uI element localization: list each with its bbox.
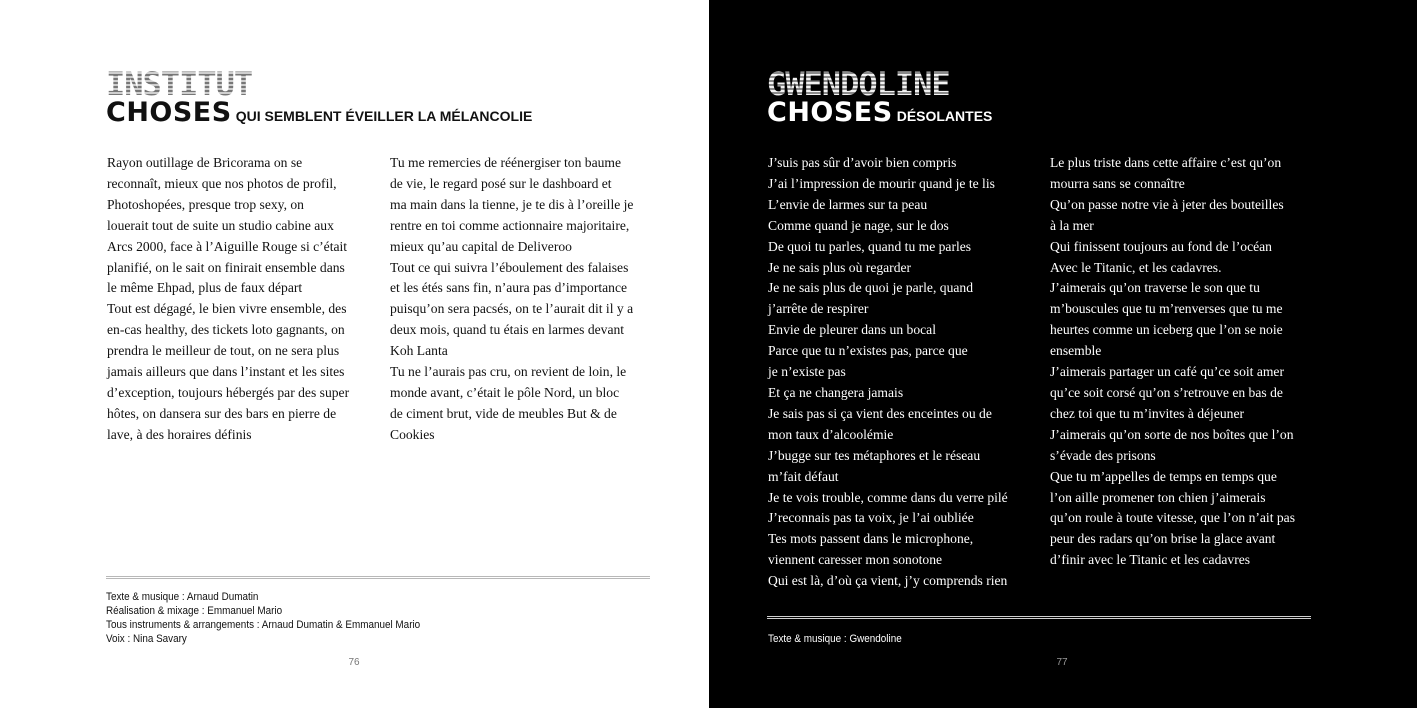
credit-line: Texte & musique : Gwendoline (768, 633, 902, 645)
credit-line: Réalisation & mixage : Emmanuel Mario (106, 605, 283, 617)
song-title-subtitle: DÉSOLANTES (896, 108, 993, 124)
credits (768, 632, 902, 646)
artist-name: GWENDOLINE (767, 65, 950, 103)
lyrics-column-2: Le plus triste dans cette affaire c’est qu’on mourra sans se connaître Qu’on passe notre vie à jeter des bouteilles à la mer Qui finissent toujours au fond de l’océan Avec le Titanic, et les cadavres. J’aimerais qu’on traverse le son que tu m’bouscules que tu m’renverses que tu me heurtes comme un iceberg que l’on se noie ensemble J’aimerais partager un café qu’ce soit amer qu’ce soit corsé qu’on s’retrouve en bas de chez toi que tu m’invites à déjeuner J’aimerais qu’on sorte de nos boîtes que l’on s’évade des prisons Que tu m’appelles de temps en temps que l’on aille promener ton chien j’aimerais qu’on roule à toute vitesse, que l’on n’ait pas peur des radars qu’on brise la glace avant d’finir avec le Titanic et les cadavres (1050, 155, 1295, 568)
lyrics-column-2: Tu me remercies de réénergiser ton baume de vie, le regard posé sur le dashboard et ma main dans la tienne, je te dis à l’oreille je rentre en toi comme actionnaire majoritaire, mieux qu’au capital de Deliveroo Tout ce qui suivra l’éboulement des falaises et les étés sans fin, n’aura pas d’importance puisqu’on sera pacsés, on te l’aurait dit il y a deux mois, quand tu étais en larmes devant Koh Lanta Tu ne l’aurais pas cru, on revient de loin, le monde avant, c’était le pôle Nord, un bloc de ciment brut, vide de meubles But & de Cookies (390, 155, 634, 442)
song-title (767, 97, 992, 132)
credit-line: Voix : Nina Savary (106, 633, 187, 645)
song-title-main: CHOSES (106, 97, 232, 128)
credits (106, 590, 420, 646)
song-title-main: CHOSES (767, 97, 893, 128)
song-title-subtitle: QUI SEMBLENT ÉVEILLER LA MÉLANCOLIE (235, 108, 533, 124)
right-page (709, 0, 1417, 708)
divider (106, 576, 650, 579)
credit-line: Texte & musique : Arnaud Dumatin (106, 591, 259, 603)
lyrics-column-1: Rayon outillage de Bricorama on se reconnaît, mieux que nos photos de profil, Photoshopées, presque trop sexy, on louerait tout de suite un studio cabine aux Arcs 2000, face à l’Aiguille Rouge si c’était planifié, on le sait on finirait ensemble dans le même Ehpad, plus de faux départ Tout est dégagé, le bien vivre ensemble, des en-cas healthy, des tickets loto gagnants, on prendra le meilleur de tout, on ne sera plus jamais ailleurs que dans l’instant et les sites d’exception, toujours hébergés par des super hôtes, on dansera sur des bars en pierre de lave, à des horaires définis (107, 155, 350, 442)
divider (767, 616, 1311, 619)
artist-name: INSTITUT (106, 65, 253, 103)
song-title (106, 97, 532, 132)
page-number: 76 (348, 657, 360, 668)
lyrics-column-1: J’suis pas sûr d’avoir bien compris J’ai l’impression de mourir quand je te lis L’envie de larmes sur ta peau Comme quand je nage, sur le dos De quoi tu parles, quand tu me parles Je ne sais plus où regarder Je ne sais plus de quoi je parle, quand j’arrête de respirer Envie de pleurer dans un bocal Parce que tu n’existes pas, parce que je n’existe pas Et ça ne changera jamais Je sais pas si ça vient des enceintes ou de mon taux d’alcoolémie J’bugge sur tes métaphores et le réseau m’fait défaut Je te vois trouble, comme dans du verre pilé J’reconnais pas ta voix, je l’ai oubliée Tes mots passent dans le microphone, viennent caresser mon sonotone Qui est là, d’où ça vient, j’y comprends rien (768, 155, 1008, 589)
page-number: 77 (1056, 657, 1068, 668)
credit-line: Tous instruments & arrangements : Arnaud Dumatin & Emmanuel Mario (106, 619, 421, 631)
